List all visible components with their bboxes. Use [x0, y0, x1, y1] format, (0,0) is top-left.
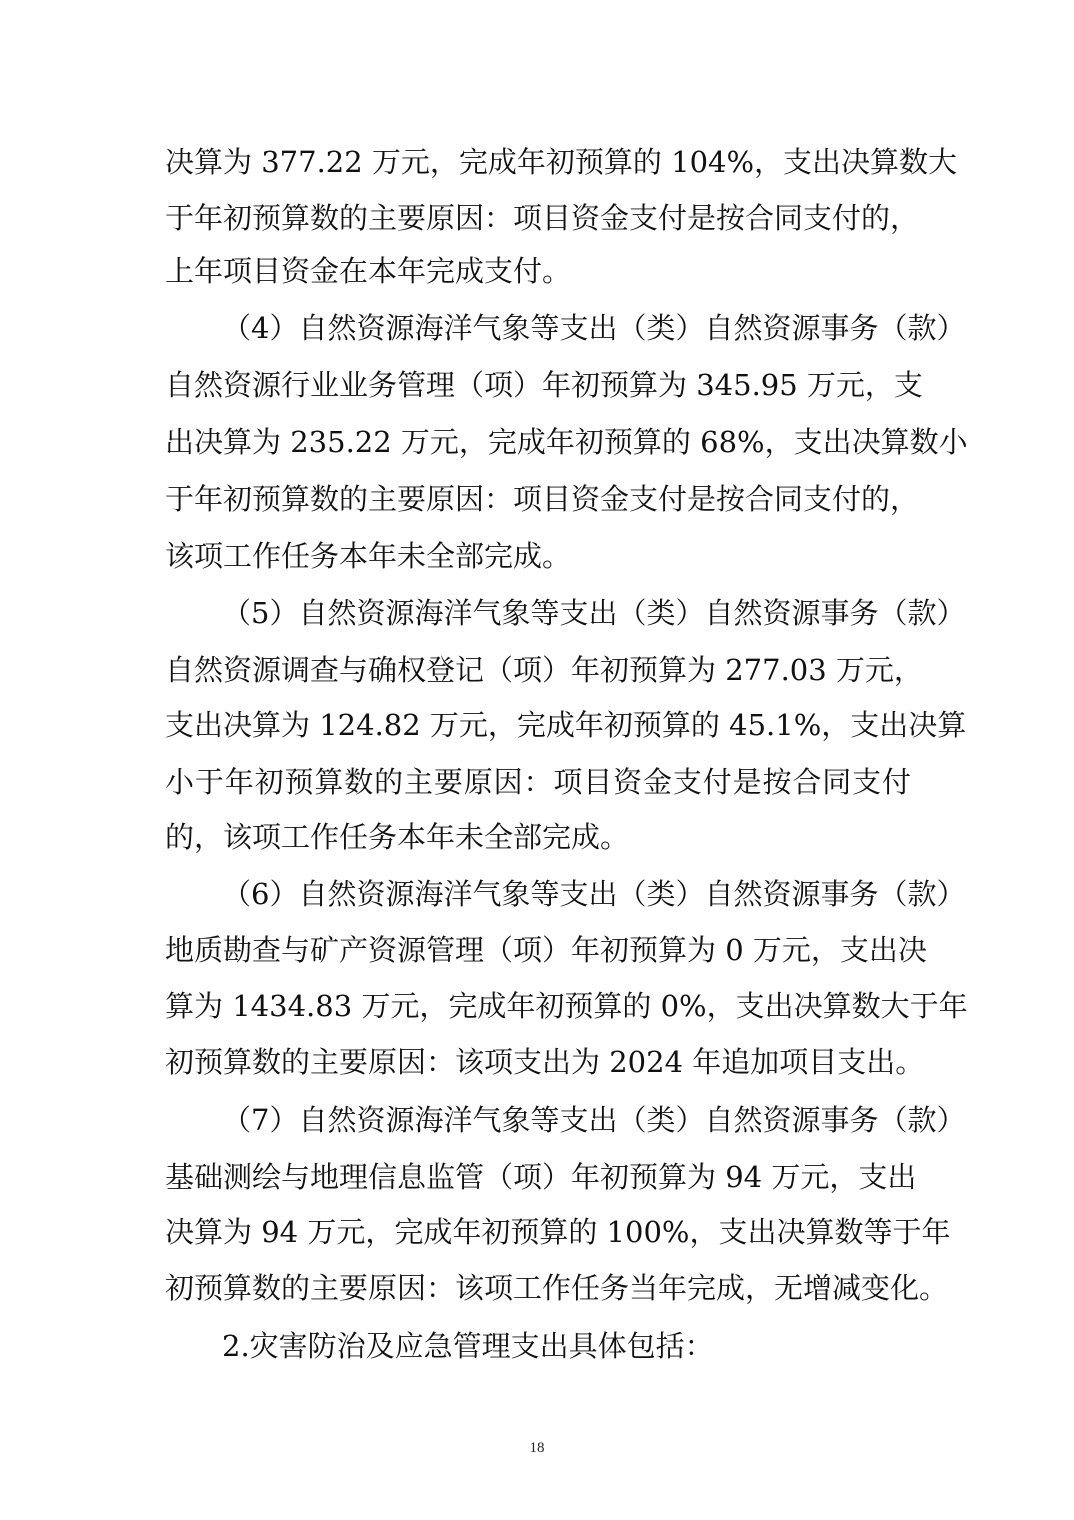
section-heading: 2.灾害防治及应急管理支出具体包括： — [222, 1329, 714, 1363]
text-line-6: 出决算为 235.22 万元，完成年初预算的 68%，支出决算数小 — [165, 425, 968, 459]
text-line-2: 于年初预算数的主要原因：项目资金支付是按合同支付的， — [165, 201, 920, 235]
text-line-1: 决算为 377.22 万元，完成年初预算的 104%，支出决算数大 — [165, 145, 958, 179]
text-line-7: 于年初预算数的主要原因：项目资金支付是按合同支付的， — [165, 482, 920, 516]
text-line-3: 上年项目资金在本年完成支付。 — [165, 254, 572, 288]
text-line-16: 算为 1434.83 万元，完成年初预算的 0%，支出决算数大于年 — [165, 989, 968, 1023]
text-line-12: 小于年初预算数的主要原因：项目资金支付是按合同支付 — [165, 765, 911, 799]
text-line-20: 决算为 94 万元，完成年初预算的 100%，支出决算数等于年 — [165, 1215, 951, 1249]
text-line-18: （7）自然资源海洋气象等支出（类）自然资源事务（款） — [222, 1103, 966, 1137]
text-line-10: 自然资源调查与确权登记（项）年初预算为 277.03 万元， — [165, 653, 923, 687]
text-line-8: 该项工作任务本年未全部完成。 — [165, 539, 572, 573]
text-line-19: 基础测绘与地理信息监管（项）年初预算为 94 万元，支出 — [165, 1160, 917, 1194]
text-line-5: 自然资源行业业务管理（项）年初预算为 345.95 万元，支 — [165, 368, 923, 402]
text-line-13: 的，该项工作任务本年未全部完成。 — [165, 820, 630, 854]
page-number: 18 — [529, 1440, 545, 1456]
text-line-9: （5）自然资源海洋气象等支出（类）自然资源事务（款） — [222, 596, 966, 630]
text-line-4: （4）自然资源海洋气象等支出（类）自然资源事务（款） — [222, 311, 966, 345]
text-line-14: （6）自然资源海洋气象等支出（类）自然资源事务（款） — [222, 877, 966, 911]
text-line-15: 地质勘查与矿产资源管理（项）年初预算为 0 万元，支出决 — [165, 933, 927, 967]
text-line-11: 支出决算为 124.82 万元，完成年初预算的 45.1%，支出决算 — [165, 708, 967, 742]
text-line-21: 初预算数的主要原因：该项工作任务当年完成，无增减变化。 — [165, 1271, 949, 1305]
text-line-17: 初预算数的主要原因：该项支出为 2024 年追加项目支出。 — [165, 1045, 925, 1079]
